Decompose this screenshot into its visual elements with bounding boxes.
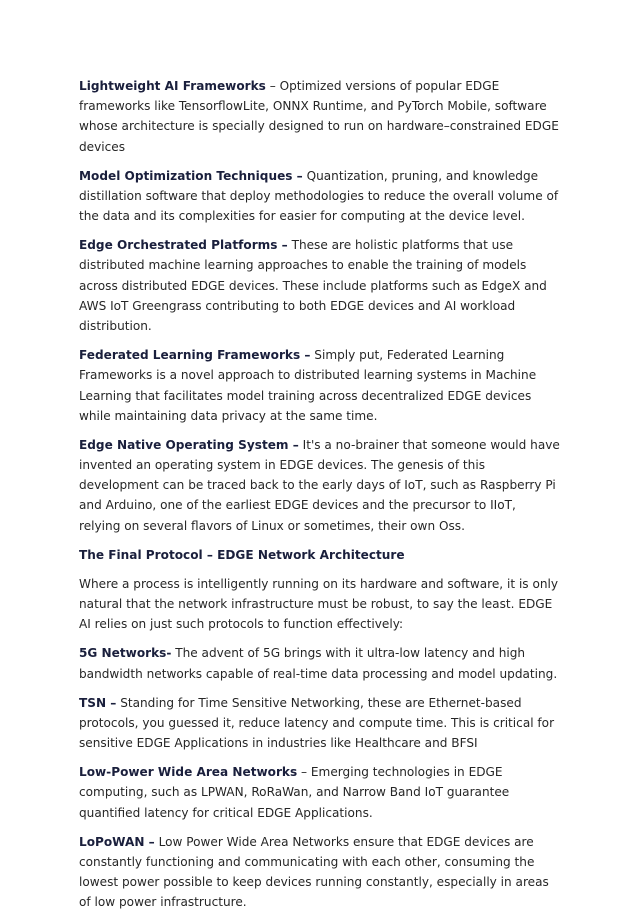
term-5g-networks: 5G Networks-: [79, 646, 172, 661]
paragraph-model-optimization: [79, 166, 561, 227]
section-heading: The Final Protocol – EDGE Network Architecture: [79, 547, 405, 562]
desc-model-optimization: Quantization, pruning, and knowledge distillation software that deploy methodologies to reduce the overall volume of the data and its complexities for easier for computing at the device level.: [79, 168, 559, 224]
paragraph-edge-native-os: [79, 435, 561, 536]
desc-tsn: Standing for Time Sensitive Networking, these are Ethernet-based protocols, you guessed it, reduce latency and compute time. This is critical for sensitive EDGE Applications in industries like Healthcare and BFSI: [79, 695, 555, 751]
term-lpwan: Low-Power Wide Area Networks: [79, 765, 298, 780]
desc-federated-learning: Simply put, Federated Learning Frameworks is a novel approach to distributed learning systems in Machine Learning that facilitates model training across decentralized EDGE devices while maintaining data privacy at the same time.: [79, 348, 537, 423]
intro-paragraph: Where a process is intelligently running on its hardware and software, it is only natural that the network infrastructure must be robust, to say the least. EDGE AI relies on just such protocols to function effectively:: [79, 576, 559, 632]
desc-lightweight-ai-frameworks: – Optimized versions of popular EDGE frameworks like TensorflowLite, ONNX Runtime, and PyTorch Mobile, software whose architecture is specially designed to run on hardware–constrained EDGE devices: [79, 79, 559, 154]
term-lightweight-ai-frameworks: Lightweight AI Frameworks: [79, 79, 266, 93]
term-tsn: TSN –: [79, 695, 117, 710]
document-body: [79, 76, 561, 921]
desc-edge-native-os: It's a no-brainer that someone would have invented an operating system in EDGE devices. The genesis of this development can be traced back to the early days of IoT, such as Raspberry Pi and Arduino, one of the earliest EDGE devices and the precursor to IIoT, relying on several flavors of Linux or sometimes, their own Oss.: [79, 437, 560, 533]
paragraph-federated-learning: [79, 345, 561, 426]
term-federated-learning: Federated Learning Frameworks –: [79, 348, 311, 363]
term-lopowan: LoPoWAN –: [79, 834, 155, 849]
term-edge-native-os: Edge Native Operating System –: [79, 437, 299, 452]
paragraph-tsn: [79, 693, 561, 754]
paragraph-edge-orchestrated-platforms: [79, 235, 561, 336]
paragraph-lightweight-ai-frameworks: [79, 76, 561, 157]
desc-edge-orchestrated-platforms: These are holistic platforms that use distributed machine learning approaches to enable the training of models across distributed EDGE devices. These include platforms such as EdgeX and AWS IoT Greengrass contributing to both EDGE devices and AI workload distribution.: [79, 238, 547, 334]
term-edge-orchestrated-platforms: Edge Orchestrated Platforms –: [79, 238, 288, 253]
desc-lopowan: Low Power Wide Area Networks ensure that EDGE devices are constantly functioning and communicating with each other, consuming the lowest power possible to keep devices running constantly, especially in areas of low power infrastructure.: [79, 834, 549, 910]
paragraph-lpwan: [79, 762, 561, 823]
desc-5g-networks: The advent of 5G brings with it ultra-low latency and high bandwidth networks capable of real-time data processing and model updating.: [79, 646, 558, 681]
desc-lpwan: – Emerging technologies in EDGE computing, such as LPWAN, RoRaWan, and Narrow Band IoT guarantee quantified latency for critical EDGE Applications.: [79, 765, 510, 820]
paragraph-5g-networks: [79, 643, 561, 683]
paragraph-lopowan: [79, 832, 561, 913]
term-model-optimization: Model Optimization Techniques –: [79, 168, 303, 183]
